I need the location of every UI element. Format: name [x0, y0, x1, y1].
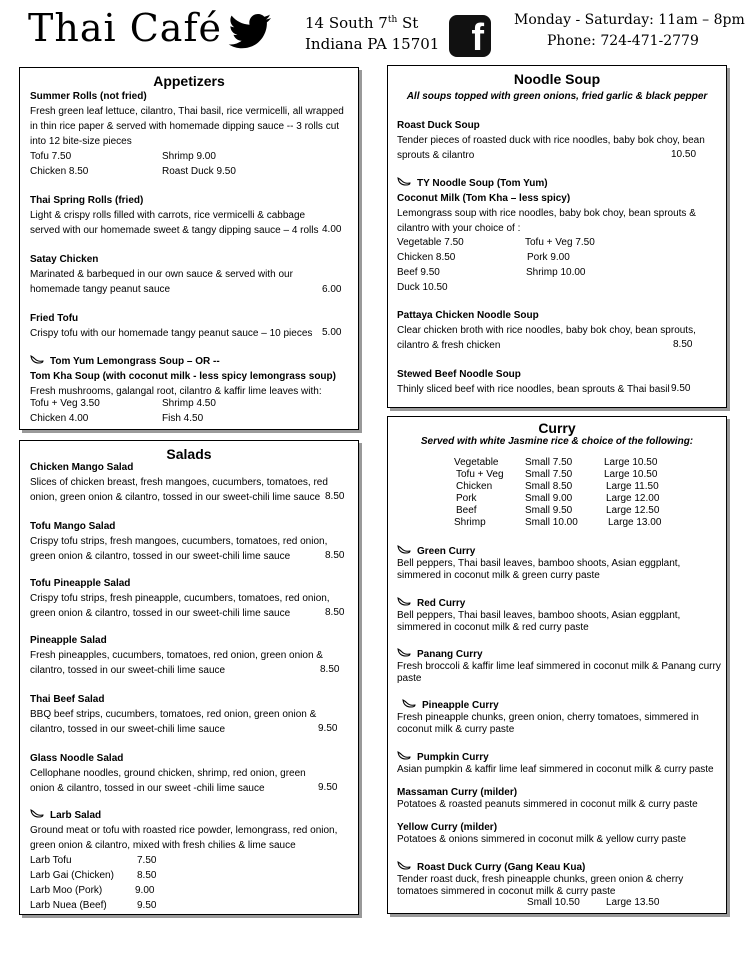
small-price: Small 9.50 — [525, 505, 573, 516]
protein: Pork — [456, 493, 477, 504]
item-name: Fried Tofu — [30, 313, 79, 324]
item-name: Glass Noodle Salad — [30, 753, 124, 764]
option: Shrimp 10.00 — [526, 267, 586, 278]
menu-item — [30, 633, 325, 678]
address-sup: th — [387, 15, 398, 25]
address-line1: 14 South 7 — [305, 14, 388, 32]
appetizers-title: Appetizers — [153, 73, 225, 89]
item-name: Thai Beef Salad — [30, 694, 105, 705]
menu-item — [397, 751, 722, 776]
chili-icon — [397, 545, 411, 555]
item-price: 6.00 — [322, 284, 342, 295]
item-name: TY Noodle Soup (Tom Yum) — [417, 178, 548, 189]
small-price: Small 9.00 — [525, 493, 573, 504]
item-desc: Fresh green leaf lettuce, cilantro, Thai basil, rice vermicelli, all wrapped in thin rice paper & served with homemade dipping sauce -- 3 rolls cut into 12 bite-size pieces — [30, 106, 344, 147]
item-name: Tofu Pineapple Salad — [30, 578, 131, 589]
option: Duck 10.50 — [397, 282, 448, 293]
menu-item — [30, 751, 340, 796]
menu-item — [397, 308, 697, 353]
item-price: 9.50 — [318, 782, 338, 793]
item-desc: Tender pieces of roasted duck with rice noodles, baby bok choy, bean sprouts & cilantro — [397, 135, 705, 161]
item-name: Tofu Mango Salad — [30, 521, 116, 532]
hours-block — [514, 10, 745, 52]
small-price: Small 10.50 — [527, 897, 580, 908]
small-price: Small 7.50 — [525, 469, 573, 480]
menu-item — [30, 808, 340, 853]
facebook-icon[interactable]: f — [449, 15, 491, 57]
item-price: 4.00 — [322, 224, 342, 235]
option: Vegetable 7.50 — [397, 237, 464, 248]
menu-item — [397, 861, 722, 898]
item-price: 8.50 — [325, 491, 345, 502]
item-desc: Potatoes & onions simmered in coconut milk & yellow curry paste — [397, 834, 687, 845]
option-price: 9.50 — [137, 900, 157, 911]
item-name: Larb Salad — [50, 810, 102, 821]
menu-item — [397, 545, 717, 582]
option: Roast Duck 9.50 — [162, 166, 236, 177]
menu-item — [30, 311, 320, 341]
item-name: Pattaya Chicken Noodle Soup — [397, 310, 539, 321]
item-name-2: Tom Kha Soup (with coconut milk - less spicy lemongrass soup) — [30, 371, 336, 382]
item-price: 9.50 — [318, 723, 338, 734]
option: Beef 9.50 — [397, 267, 440, 278]
option: Chicken 8.50 — [397, 252, 456, 263]
item-desc: Fresh pineapple chunks, green onion, cherry tomatoes, simmered in coconut milk & curry paste — [397, 712, 699, 735]
protein: Tofu + Veg — [456, 469, 504, 480]
small-price: Small 7.50 — [525, 457, 573, 468]
item-price: 8.50 — [673, 339, 693, 350]
item-desc: BBQ beef strips, cucumbers, tomatoes, red onion, green onion & cilantro, tossed in our sweet-chili lime sauce — [30, 709, 317, 735]
item-desc: Thinly sliced beef with rice noodles, bean sprouts & Thai basil — [397, 384, 670, 395]
option-name: Larb Moo (Pork) — [30, 885, 103, 896]
item-name: Summer Rolls (not fried) — [30, 91, 147, 102]
small-price: Small 10.00 — [525, 517, 578, 528]
item-name: Panang Curry — [417, 649, 483, 660]
chili-icon — [397, 648, 411, 658]
item-name: Satay Chicken — [30, 254, 99, 265]
option-name: Larb Nuea (Beef) — [30, 900, 107, 911]
chili-icon — [30, 355, 44, 365]
item-name: Red Curry — [417, 598, 466, 609]
menu-item — [397, 822, 722, 846]
menu-item — [30, 354, 348, 399]
option: Tofu + Veg 7.50 — [525, 237, 595, 248]
option: Chicken 8.50 — [30, 166, 89, 177]
item-desc: Potatoes & roasted peanuts simmered in coconut milk & curry paste — [397, 799, 698, 810]
chili-icon — [397, 751, 411, 761]
large-price: Large 13.00 — [608, 517, 662, 528]
noodle-soup-subtitle: All soups topped with green onions, fried garlic & black pepper — [406, 91, 708, 102]
item-desc: Fresh broccoli & kaffir lime leaf simmered in coconut milk & Panang curry paste — [397, 661, 721, 684]
menu-item — [397, 648, 722, 685]
item-name: Pumpkin Curry — [417, 752, 489, 763]
item-desc: Bell peppers, Thai basil leaves, bamboo shoots, Asian eggplant, simmered in coconut milk & red curry paste — [397, 610, 681, 633]
option-name: Larb Gai (Chicken) — [30, 870, 114, 881]
item-desc: Cellophane noodles, ground chicken, shrimp, red onion, green onion & cilantro, tossed in our sweet -chili lime sauce — [30, 768, 306, 794]
menu-item — [397, 787, 722, 811]
menu-item — [30, 460, 330, 505]
protein: Beef — [456, 505, 477, 516]
item-name: Roast Duck Soup — [397, 120, 480, 131]
menu-item — [397, 699, 707, 736]
large-price: Large 12.50 — [606, 505, 660, 516]
option: Pork 9.00 — [527, 252, 570, 263]
option: Chicken 4.00 — [30, 413, 89, 424]
chili-icon — [397, 597, 411, 607]
menu-item — [30, 519, 330, 564]
item-name: Roast Duck Curry (Gang Keau Kua) — [417, 862, 586, 873]
menu-item — [397, 367, 677, 397]
address-line1b: St — [397, 14, 419, 32]
option-name: Larb Tofu — [30, 855, 72, 866]
item-desc: Ground meat or tofu with roasted rice powder, lemongrass, red onion, green onion & cilantro, mixed with fresh chilies & lime sauce — [30, 825, 338, 851]
menu-item — [30, 89, 348, 149]
item-name: Tom Yum Lemongrass Soup – OR -- — [50, 356, 220, 367]
item-desc: Slices of chicken breast, fresh mangoes, cucumbers, tomatoes, red onion, green onion & cilantro, tossed in our sweet-chili lime sauce — [30, 477, 328, 503]
item-desc: Crispy tofu strips, fresh mangoes, cucumbers, tomatoes, red onion, green onion & cilantro, tossed in our sweet-chili lime sauce — [30, 536, 328, 562]
large-price: Large 11.50 — [606, 481, 659, 492]
item-name: Stewed Beef Noodle Soup — [397, 369, 521, 380]
option: Tofu + Veg 3.50 — [30, 398, 100, 409]
item-desc: Tender roast duck, fresh pineapple chunks, green onion & cherry tomatoes simmered in coconut milk & curry paste — [397, 874, 684, 897]
item-name: Thai Spring Rolls (fried) — [30, 195, 144, 206]
large-price: Large 12.00 — [606, 493, 660, 504]
twitter-bird-icon[interactable] — [228, 14, 272, 55]
menu-item — [30, 692, 350, 737]
address — [305, 10, 439, 55]
menu-item — [30, 252, 320, 297]
option: Shrimp 9.00 — [162, 151, 216, 162]
protein: Shrimp — [454, 517, 486, 528]
item-price: 8.50 — [325, 607, 345, 618]
phone: Phone: 724-471-2779 — [547, 33, 699, 49]
item-desc: Crispy tofu strips, fresh pineapple, cucumbers, tomatoes, red onion, green onion & cilantro, tossed in our sweet-chili lime sauce — [30, 593, 330, 619]
item-price: 9.50 — [671, 383, 691, 394]
noodle-soup-title: Noodle Soup — [513, 71, 601, 87]
item-desc: Fresh pineapples, cucumbers, tomatoes, red onion, green onion & cilantro, tossed in our sweet-chili lime sauce — [30, 650, 323, 676]
item-desc: Bell peppers, Thai basil leaves, bamboo shoots, Asian eggplant, simmered in coconut milk & green curry paste — [397, 558, 681, 581]
item-price: 5.00 — [322, 327, 342, 338]
restaurant-title: Thai Café — [28, 6, 222, 50]
protein: Vegetable — [454, 457, 499, 468]
small-price: Small 8.50 — [525, 481, 573, 492]
large-price: Large 10.50 — [604, 469, 658, 480]
item-desc: Marinated & barbequed in our own sauce & served with our homemade tangy peanut sauce — [30, 269, 293, 295]
item-name: Pineapple Salad — [30, 635, 107, 646]
option: Fish 4.50 — [162, 413, 204, 424]
item-desc: Clear chicken broth with rice noodles, baby bok choy, bean sprouts, cilantro & fresh chicken — [397, 325, 696, 351]
menu-item — [397, 176, 717, 236]
item-name: Chicken Mango Salad — [30, 462, 134, 473]
option: Tofu 7.50 — [30, 151, 72, 162]
item-name: Yellow Curry (milder) — [397, 822, 498, 833]
curry-title: Curry — [538, 420, 576, 436]
item-desc: Asian pumpkin & kaffir lime leaf simmered in coconut milk & curry paste — [397, 764, 714, 775]
curry-subtitle: Served with white Jasmine rice & choice of the following: — [420, 436, 694, 447]
option-price: 7.50 — [137, 855, 157, 866]
option: Shrimp 4.50 — [162, 398, 216, 409]
option-price: 9.00 — [135, 885, 155, 896]
menu-item — [30, 576, 330, 621]
menu-item — [397, 597, 717, 634]
option-price: 8.50 — [137, 870, 157, 881]
item-price: 10.50 — [671, 149, 697, 160]
item-desc: Light & crispy rolls filled with carrots, rice vermicelli & cabbage served with our homemade sweet & tangy dipping sauce – 4 rolls — [30, 210, 319, 236]
chili-icon — [402, 699, 416, 709]
item-name: Pineapple Curry — [422, 700, 499, 711]
chili-icon — [397, 861, 411, 871]
item-desc: Crispy tofu with our homemade tangy peanut sauce – 10 pieces — [30, 328, 313, 339]
item-desc: Lemongrass soup with rice noodles, baby bok choy, bean sprouts & cilantro with your choice of : — [397, 208, 696, 234]
item-name-2: Coconut Milk (Tom Kha – less spicy) — [397, 193, 571, 204]
item-price: 8.50 — [325, 550, 345, 561]
chili-icon — [30, 809, 44, 819]
item-desc: Fresh mushrooms, galangal root, cilantro & kaffir lime leaves with: — [30, 386, 322, 397]
large-price: Large 10.50 — [604, 457, 658, 468]
salads-title: Salads — [166, 446, 212, 462]
chili-icon — [397, 177, 411, 187]
item-name: Massaman Curry (milder) — [397, 787, 518, 798]
address-line2: Indiana PA 15701 — [305, 35, 440, 53]
item-name: Green Curry — [417, 546, 476, 557]
hours: Monday - Saturday: 11am – 8pm — [514, 12, 745, 28]
menu-item — [30, 193, 320, 238]
large-price: Large 13.50 — [606, 897, 660, 908]
item-price: 8.50 — [320, 664, 340, 675]
menu-item — [397, 118, 707, 163]
protein: Chicken — [456, 481, 493, 492]
